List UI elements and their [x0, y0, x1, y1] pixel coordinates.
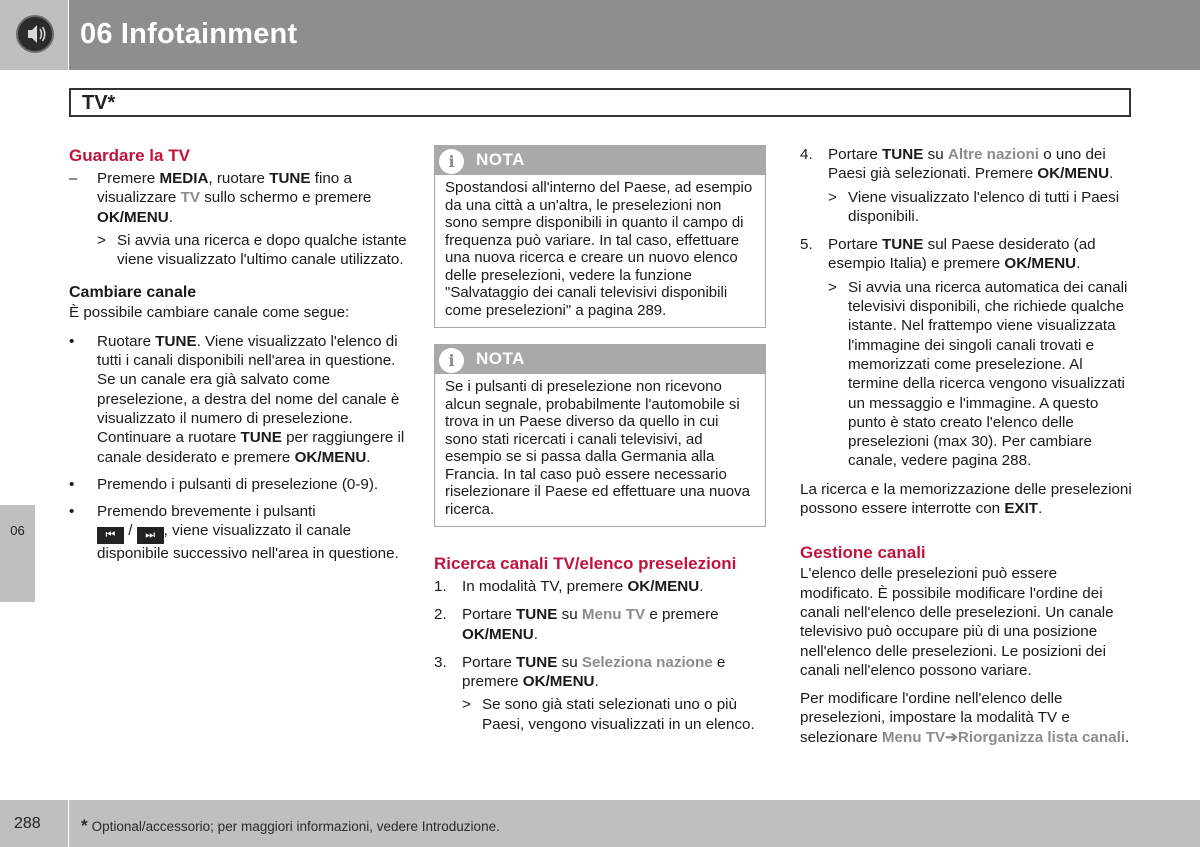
arrow-right-icon: ➔ — [945, 728, 958, 746]
note-box — [434, 344, 766, 527]
result-text: Viene visualizzato l'elenco di tutti i Paesi disponibili. — [848, 188, 1120, 225]
footer-bar — [69, 800, 1200, 847]
step-text: . — [1109, 165, 1114, 183]
step-text: Portare — [828, 146, 883, 163]
bullet-text: Ruotare — [97, 332, 156, 350]
header-side-block — [0, 0, 68, 70]
bullet-text: . Viene visualizzato l'elenco di tutti i canali disponibili nell'area in questione. Se un canale era già salvato come preselezione, a destra del nome del canale è visualizzato il numero di preselezione. Continuare a ruotare — [97, 332, 400, 447]
button-ok-menu: OK/MENU — [97, 208, 169, 226]
step-text: Portare — [828, 236, 883, 254]
section-title: TV* — [82, 92, 116, 114]
menu-option-riorganizza-lista-canali: Riorganizza lista canali — [957, 728, 1126, 746]
menu-option-seleziona-nazione: Seleziona nazione — [581, 653, 713, 671]
numbered-step — [434, 605, 766, 644]
step-text: e premere — [645, 606, 719, 624]
column-1 — [69, 145, 409, 564]
knob-tune: TUNE — [516, 606, 558, 624]
speaker-icon — [16, 15, 54, 53]
bullet-marker: • — [69, 475, 75, 493]
step-text: . — [699, 578, 704, 595]
step-text: su — [923, 146, 948, 163]
note-body: Spostandosi all'interno del Paese, ad esempio da una città a un'altra, le preselezioni non sono sempre disponibili in quanto il campo di frequenza può variare. In tal caso, effettuare una nuova ricerca e creare un nuovo elenco delle preselezioni, vedere la funzione "Salvataggio dei canali televisivi disponibili come preselezioni" a pagina 289. — [445, 179, 753, 319]
bullet-text: / — [124, 522, 137, 540]
heading-cambiare-canale: Cambiare canale — [69, 284, 197, 302]
step-number: 3. — [434, 653, 447, 671]
bullet-text: Premendo i pulsanti di preselezione (0-9). — [97, 475, 379, 493]
knob-tune: TUNE — [882, 146, 924, 163]
knob-tune: TUNE — [882, 236, 924, 254]
heading-guardare-tv: Guardare la TV — [69, 146, 190, 165]
chapter-title: 06 Infotainment — [80, 18, 298, 50]
note-label: NOTA — [476, 150, 525, 169]
step-text: In modalità TV, premere — [462, 578, 628, 595]
paragraph-riorganizza — [800, 689, 1133, 747]
menu-option-menu-tv: Menu TV — [881, 728, 946, 746]
step-text: . — [594, 673, 599, 691]
step-number: 1. — [434, 578, 447, 595]
column-3 — [800, 145, 1133, 747]
heading-gestione-canali: Gestione canali — [800, 543, 926, 563]
paragraph-text: Per modificare l'ordine nell'elenco delle preselezioni, impostare la modalità TV e selezionare — [800, 690, 1070, 746]
paragraph-text: . — [1125, 728, 1130, 746]
button-ok-menu: OK/MENU — [1037, 165, 1110, 183]
button-ok-menu: OK/MENU — [1004, 255, 1077, 273]
note-label: NOTA — [476, 349, 525, 368]
note-header — [435, 146, 765, 175]
previous-track-icon: ⏮ — [97, 527, 124, 544]
page-number: 288 — [14, 815, 41, 832]
bullet-marker: • — [69, 503, 75, 521]
footer-side-block — [0, 800, 68, 847]
menu-option-altre-nazioni: Altre nazioni — [947, 146, 1039, 163]
bullet-text: Premendo brevemente i pulsanti — [97, 503, 316, 521]
paragraph-text: La ricerca e la memorizzazione delle preselezioni possono essere interrotte con — [800, 480, 1132, 518]
intro-cambiare: È possibile cambiare canale come segue: — [69, 304, 350, 322]
result-step-3 — [434, 695, 766, 734]
step-text: e premere — [462, 653, 726, 691]
result-text: Si avvia una ricerca e dopo qualche istante viene visualizzato l'ultimo canale utilizzato. — [117, 231, 407, 269]
step-text: Portare — [462, 653, 517, 671]
bullet-marker: • — [69, 332, 75, 350]
step-number: 5. — [800, 236, 813, 254]
result-step-5 — [800, 278, 1133, 471]
paragraph-text: . — [1038, 500, 1043, 518]
numbered-step — [800, 235, 1133, 274]
step-text: su — [557, 653, 582, 671]
knob-tune: TUNE — [269, 170, 311, 187]
step-text: Premere — [97, 170, 160, 187]
info-icon: i — [439, 348, 464, 373]
menu-option-menu-tv: Menu TV — [581, 606, 646, 624]
step-text: . — [1076, 255, 1081, 273]
paragraph-interruzione — [800, 480, 1133, 519]
button-media: MEDIA — [159, 170, 209, 187]
step-marker: – — [69, 170, 78, 187]
step-text: Portare — [462, 606, 517, 624]
button-ok-menu: OK/MENU — [522, 673, 595, 691]
menu-option-tv: TV — [180, 189, 200, 207]
bullet-text: . — [366, 448, 371, 466]
column-2 — [434, 145, 766, 734]
step-number: 4. — [800, 146, 813, 163]
result-guardare — [69, 231, 409, 270]
numbered-step — [800, 145, 1133, 184]
footnote-text: Optional/accessorio; per maggiori informazioni, vedere Introduzione. — [91, 819, 500, 834]
button-exit: EXIT — [1004, 500, 1039, 518]
button-ok-menu: OK/MENU — [294, 448, 367, 466]
bullet-text: per raggiungere il canale desiderato e premere — [97, 429, 405, 466]
result-marker: > — [97, 231, 106, 249]
result-marker: > — [828, 278, 837, 296]
knob-tune: TUNE — [240, 429, 282, 447]
footnote-marker: * — [81, 816, 88, 835]
speaker-glyph — [18, 17, 52, 51]
step-text: su — [557, 606, 582, 624]
footnote — [81, 816, 500, 836]
step-text: . — [533, 625, 538, 643]
button-ok-menu: OK/MENU — [462, 625, 534, 643]
knob-tune: TUNE — [155, 332, 197, 350]
step-text: sul Paese desiderato (ad esempio Italia) e premere — [828, 236, 1096, 273]
heading-ricerca-canali: Ricerca canali TV/elenco preselezioni — [434, 554, 737, 573]
note-body: Se i pulsanti di preselezione non ricevono alcun segnale, probabilmente l'automobile si trova in un Paese diverso da quello in cui sono stati ricercati i canali televisivi, ad esempio se si passa dalla Germania alla Francia. In tal caso può essere necessario riselezionare il Paese ed effettuare una nuova ricerca. — [445, 378, 750, 518]
bullet-item — [69, 475, 409, 494]
step-text: , ruotare — [208, 170, 270, 187]
result-marker: > — [462, 696, 471, 714]
bullet-text: , viene visualizzato il canale disponibile successivo nell'area in questione. — [97, 522, 399, 563]
step-text: fino a visualizzare — [97, 170, 352, 207]
numbered-step — [434, 653, 766, 692]
chapter-side-tab — [0, 505, 35, 602]
step-number: 2. — [434, 606, 447, 624]
result-text: Si avvia una ricerca automatica dei canali televisivi disponibili, che richiede qualche istante. Nel frattempo viene visualizzata l'immagine dei singoli canali trovati e memorizzati come preselezione. Al termine della ricerca vengono visualizzati un messaggio e l'immagine. A questo punto è stato creato l'elenco delle preselezioni (max 30). Per cambiare canale, vedere pagina 288. — [848, 278, 1128, 470]
section-title-box — [69, 88, 1131, 117]
note-header — [435, 345, 765, 374]
chapter-side-tab-label: 06 — [10, 523, 25, 538]
step-guardare — [69, 169, 409, 227]
paragraph-gestione: L'elenco delle preselezioni può essere modificato. È possibile modificare l'ordine dei canali nell'elenco delle preselezioni. Un canale televisivo può occupare più di una posizione nell'elenco delle preselezioni. Le posizioni dei canali nell'elenco possono variare. — [800, 565, 1114, 679]
knob-tune: TUNE — [516, 653, 558, 671]
bullet-item — [69, 502, 409, 564]
step-text: o uno dei Paesi già selezionati. Premere — [828, 146, 1106, 183]
step-text: . — [168, 208, 173, 226]
numbered-step — [434, 577, 766, 596]
result-step-4 — [800, 188, 1133, 227]
button-ok-menu: OK/MENU — [627, 578, 700, 595]
bullet-item — [69, 332, 409, 467]
step-text: sullo schermo e premere — [199, 189, 372, 207]
result-text: Se sono già stati selezionati uno o più Paesi, vengono visualizzati in un elenco. — [482, 696, 755, 733]
next-track-icon: ⏭ — [137, 527, 164, 544]
info-icon: i — [439, 149, 464, 174]
result-marker: > — [828, 188, 837, 206]
note-box — [434, 145, 766, 328]
